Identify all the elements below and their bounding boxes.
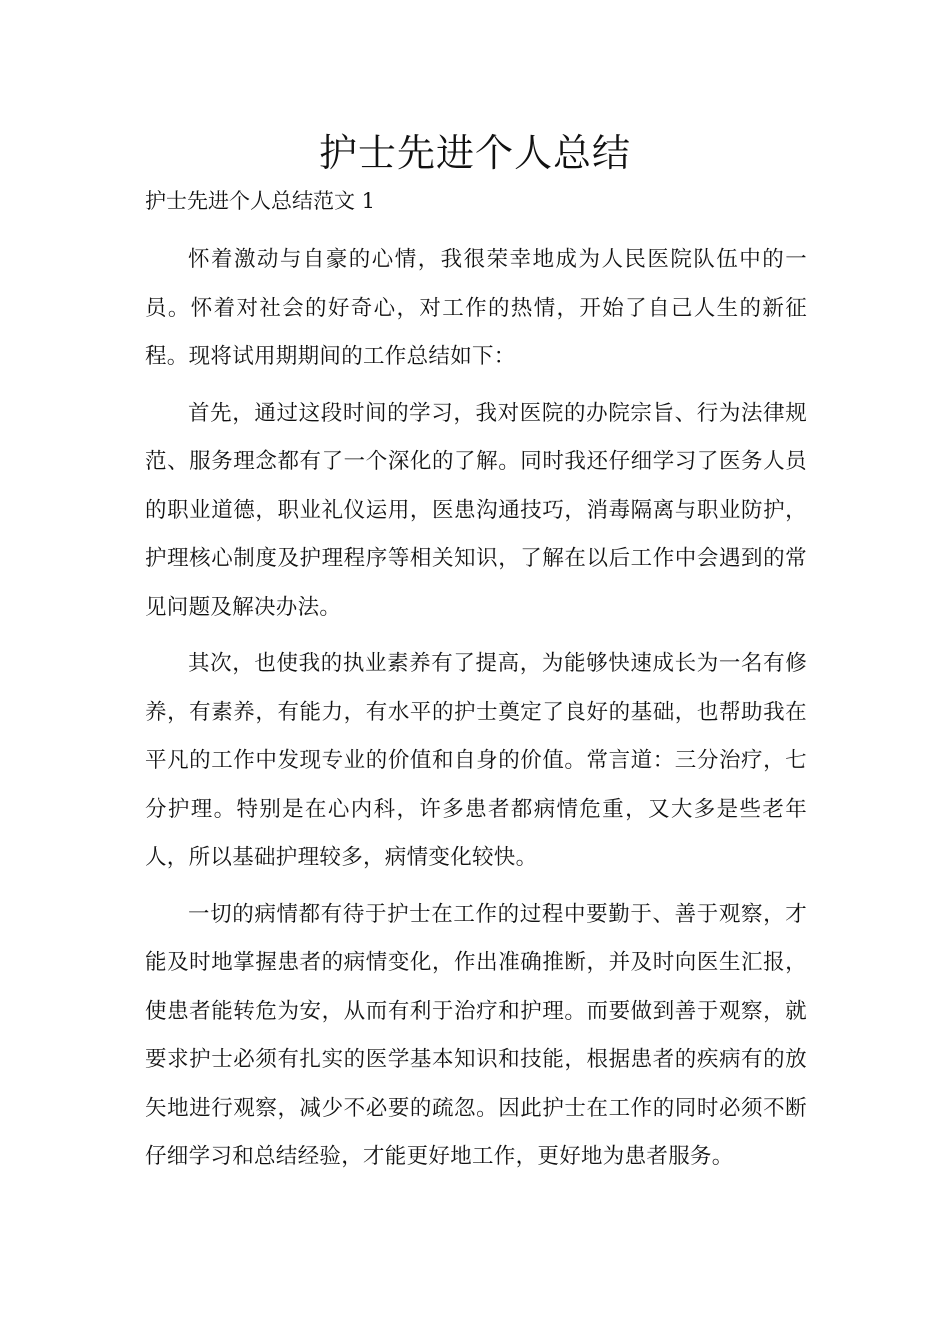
- paragraph-1: 怀着激动与自豪的心情，我很荣幸地成为人民医院队伍中的一员。怀着对社会的好奇心，对工作的热情，开始了自己人生的新征程。现将试用期期间的工作总结如下：: [145, 247, 807, 369]
- paragraph-3: 其次，也使我的执业素养有了提高，为能够快速成长为一名有修养，有素养，有能力，有水平的护士奠定了良好的基础，也帮助我在平凡的工作中发现专业的价值和自身的价值。常言道：三分治疗，七分护理。特别是在心内科，许多患者都病情危重，又大多是些老年人，所以基础护理较多，病情变化较快。: [145, 651, 807, 870]
- paragraph-2: 首先，通过这段时间的学习，我对医院的办院宗旨、行为法律规范、服务理念都有了一个深化的了解。同时我还仔细学习了医务人员的职业道德，职业礼仪运用，医患沟通技巧，消毒隔离与职业防护，护理核心制度及护理程序等相关知识，了解在以后工作中会遇到的常见问题及解决办法。: [145, 400, 807, 620]
- document-subtitle: 护士先进个人总结范文 1: [145, 189, 376, 213]
- document-title: 护士先进个人总结: [318, 131, 631, 175]
- paragraph-4: 一切的病情都有待于护士在工作的过程中要勤于、善于观察，才能及时地掌握患者的病情变化，作出准确推断，并及时向医生汇报，使患者能转危为安，从而有利于治疗和护理。而要做到善于观察，就要求护士必须有扎实的医学基本知识和技能，根据患者的疾病有的放矢地进行观察，减少不必要的疏忽。因此护士在工作的同时必须不断仔细学习和总结经验，才能更好地工作，更好地为患者服务。: [145, 901, 807, 1169]
- document-body: [145, 236, 807, 1190]
